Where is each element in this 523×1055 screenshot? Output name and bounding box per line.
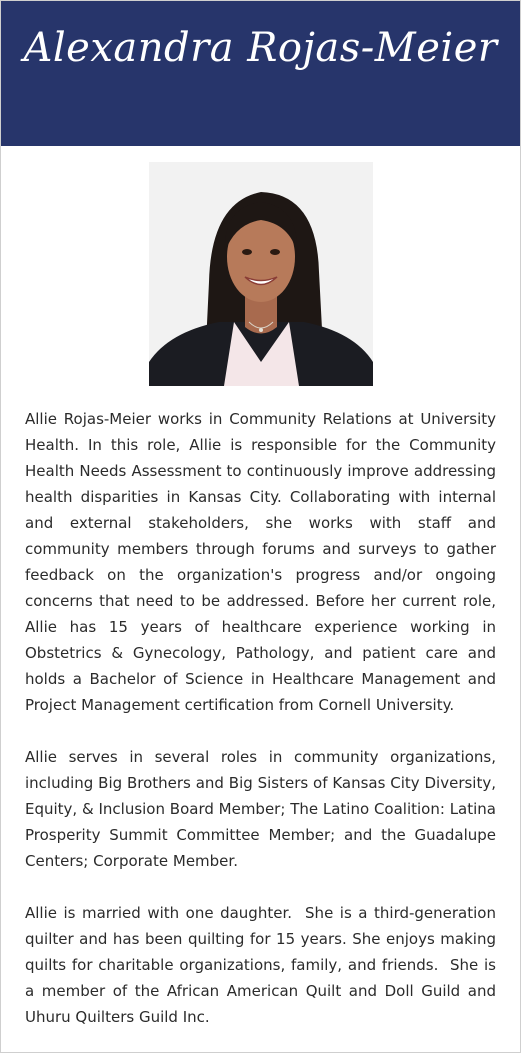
portrait-image (149, 162, 373, 386)
profile-header (1, 1, 520, 146)
profile-name: Alexandra Rojas-Meier (23, 25, 498, 71)
photo-container (1, 162, 520, 386)
bio-section (1, 406, 520, 1030)
bio-paragraph-2: Allie serves in several roles in community organizations, including Big Brothers and Big Sisters of Kansas City Diversity, Equity, & Inclusion Board Member; The Latino Coalition: Latina Prosperity Summit Committee Member; and the Guadalupe Centers; Corporate Member. (25, 748, 501, 870)
bio-paragraph-3: Allie is married with one daughter. She is a third-generation quilter and has been quilting for 15 years. She enjoys making quilts for charitable organizations, family, and friends. She is a member of the African American Quilt and Doll Guild and Uhuru Quilters Guild Inc. (25, 904, 501, 1026)
bio-paragraph-1: Allie Rojas-Meier works in Community Relations at University Health. In this role, Allie is responsible for the Community Health Needs Assessment to continuously improve addressing health disparities in Kansas City. Collaborating with internal and external stakeholders, she works with staff and community members through forums and surveys to gather feedback on the organization's progress and/or ongoing concerns that need to be addressed. Before her current role, Allie has 15 years of healthcare experience working in Obstetrics & Gynecology, Pathology, and patient care and holds a Bachelor of Science in Healthcare Management and Project Management certification from Cornell University. (25, 410, 501, 714)
profile-photo (149, 162, 373, 386)
